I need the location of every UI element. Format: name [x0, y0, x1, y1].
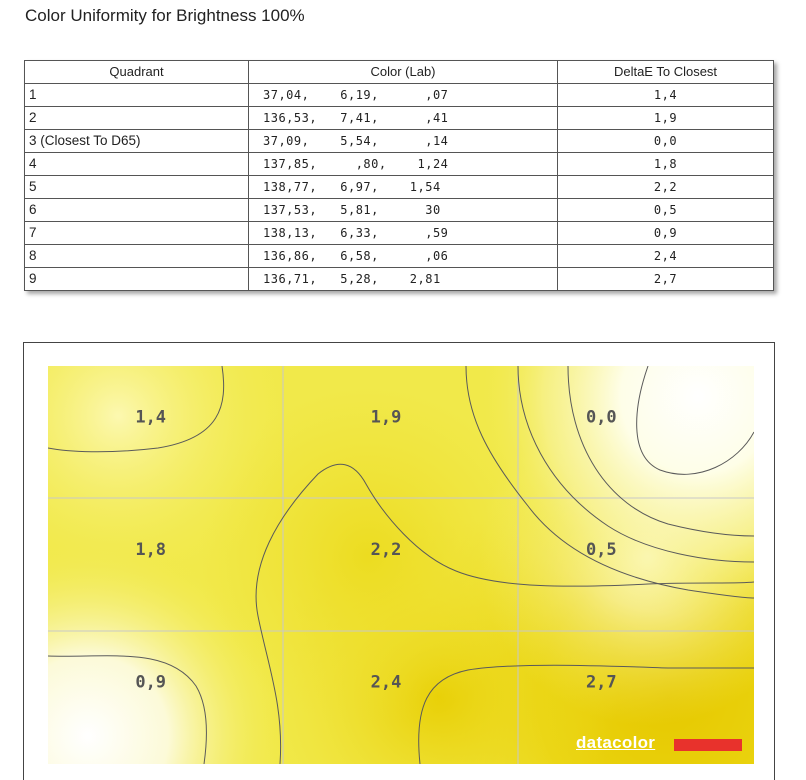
deltae-cell: 1,4: [558, 84, 774, 107]
table-row: [25, 130, 774, 153]
column-header-color-lab: Color (Lab): [249, 61, 558, 84]
column-header-quadrant: Quadrant: [25, 61, 249, 84]
heatmap-cell-label: 2,2: [370, 540, 402, 560]
quadrant-cell: 3 (Closest To D65): [25, 130, 249, 153]
lab-cell: 136,71, 5,28, 2,81: [249, 268, 558, 291]
table-header-row: [25, 61, 774, 84]
quadrant-cell: 1: [25, 84, 249, 107]
uniformity-heatmap: [48, 366, 754, 764]
table-row: [25, 199, 774, 222]
lab-cell: 138,13, 6,33, ,59: [249, 222, 558, 245]
quadrant-cell: 6: [25, 199, 249, 222]
lab-cell: 138,77, 6,97, 1,54: [249, 176, 558, 199]
lab-cell: 37,04, 6,19, ,07: [249, 84, 558, 107]
quadrant-cell: 9: [25, 268, 249, 291]
table-row: [25, 84, 774, 107]
heatmap-cell-label: 1,8: [135, 540, 167, 560]
table-row: [25, 245, 774, 268]
uniformity-table: [24, 60, 774, 291]
deltae-cell: 0,5: [558, 199, 774, 222]
quadrant-cell: 5: [25, 176, 249, 199]
lab-cell: 136,53, 7,41, ,41: [249, 107, 558, 130]
lab-cell: 137,85, ,80, 1,24: [249, 153, 558, 176]
lab-cell: 136,86, 6,58, ,06: [249, 245, 558, 268]
heatmap-cell-label: 0,5: [585, 540, 617, 560]
heatmap-cell-label: 1,4: [135, 407, 167, 428]
deltae-cell: 2,2: [558, 176, 774, 199]
deltae-cell: 0,0: [558, 130, 774, 153]
table-row: [25, 176, 774, 199]
table-row: [25, 153, 774, 176]
quadrant-cell: 8: [25, 245, 249, 268]
table-row: [25, 268, 774, 291]
heatmap-cell-label: 0,0: [585, 407, 617, 428]
deltae-cell: 2,4: [558, 245, 774, 268]
deltae-cell: 0,9: [558, 222, 774, 245]
heatmap-cell-label: 2,7: [585, 672, 617, 693]
quadrant-cell: 7: [25, 222, 249, 245]
column-header-deltae: DeltaE To Closest: [558, 61, 774, 84]
datacolor-logo-bar: [674, 739, 742, 751]
quadrant-cell: 4: [25, 153, 249, 176]
table-row: [25, 107, 774, 130]
uniformity-heatmap-frame: [23, 342, 775, 780]
lab-cell: 37,09, 5,54, ,14: [249, 130, 558, 153]
deltae-cell: 1,9: [558, 107, 774, 130]
heatmap-cell-label: 0,9: [135, 672, 167, 693]
heatmap-cell-label: 1,9: [370, 407, 402, 428]
page-title: Color Uniformity for Brightness 100%: [25, 6, 305, 25]
heatmap-cell-label: 2,4: [370, 672, 402, 693]
datacolor-logo: datacolor: [576, 733, 656, 752]
quadrant-cell: 2: [25, 107, 249, 130]
deltae-cell: 1,8: [558, 153, 774, 176]
table-row: [25, 222, 774, 245]
lab-cell: 137,53, 5,81, 30: [249, 199, 558, 222]
deltae-cell: 2,7: [558, 268, 774, 291]
